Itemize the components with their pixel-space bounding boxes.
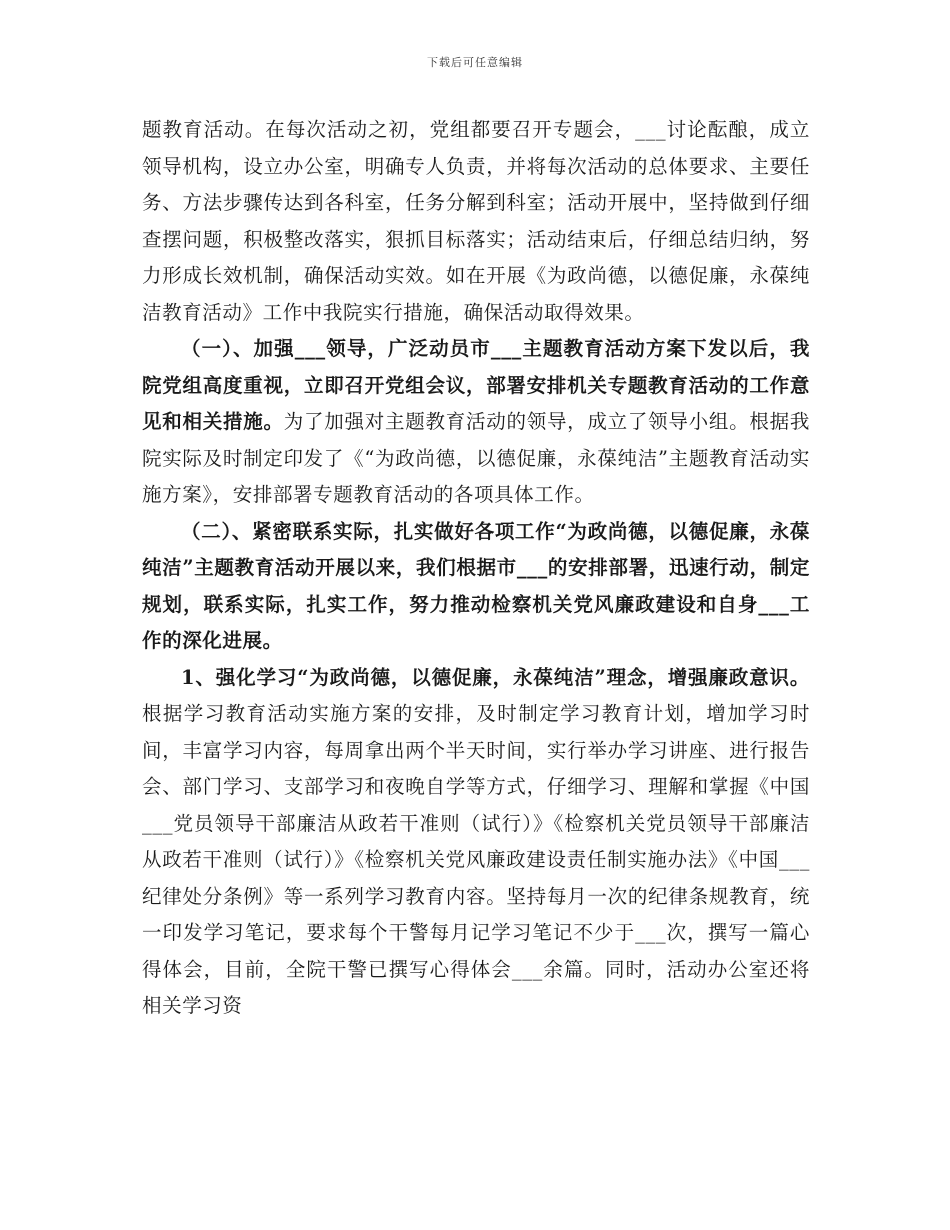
paragraph-4 bbox=[142, 660, 810, 1025]
page-header: 下载后可任意编辑 bbox=[427, 56, 523, 69]
subsection-heading-1: 1、强化学习“为政尚德，以德促廉，永葆纯洁”理念，增强廉政意识。 bbox=[181, 665, 810, 689]
paragraph-3 bbox=[142, 514, 810, 660]
section-heading-1: （一）、加强___领导，广泛动员市___主题教育活动方案下发以后，我院党组高度重视，立即召开党组会议，部署安排机关专题教育活动的工作意见和相关措施。 bbox=[142, 337, 810, 433]
paragraph-2-text: 为了加强对主题教育活动的领导，成立了领导小组。根据我院实际及时制定印发了《“为政尚德，以德促廉，永葆纯洁”主题教育活动实施方案》，安排部署专题教育活动的各项具体工作。 bbox=[142, 410, 810, 506]
document-body bbox=[142, 112, 810, 1025]
paragraph-1-text: 题教育活动。在每次活动之初，党组都要召开专题会，___讨论酝酿，成立领导机构，设立办公室，明确专人负责，并将每次活动的总体要求、主要任务、方法步骤传达到各科室，任务分解到科室；活动开展中，坚持做到仔细查摆问题，积极整改落实，狠抓目标落实；活动结束后，仔细总结归纳，努力形成长效机制，确保活动实效。如在开展《为政尚德，以德促廉，永葆纯洁教育活动》工作中我院实行措施，确保活动取得效果。 bbox=[142, 118, 810, 324]
paragraph-2 bbox=[142, 331, 810, 514]
paragraph-1 bbox=[142, 112, 810, 331]
paragraph-4-text: 根据学习教育活动实施方案的安排，及时制定学习教育计划，增加学习时间，丰富学习内容，每周拿出两个半天时间，实行举办学习讲座、进行报告会、部门学习、支部学习和夜晚自学等方式，仔细学习、理解和掌握《中国___党员领导干部廉洁从政若干准则（试行）》《检察机关党员领导干部廉洁从政若干准则（试行）》《检察机关党风廉政建设责任制实施办法》《中国___纪律处分条例》等一系列学习教育内容。坚持每月一次的纪律条规教育，统一印发学习笔记，要求每个干警每月记学习笔记不少于___次，撰写一篇心得体会，目前，全院干警已撰写心得体会___余篇。同时，活动办公室还将相关学习资 bbox=[142, 702, 810, 1017]
section-heading-2: （二）、紧密联系实际，扎实做好各项工作“为政尚德，以德促廉，永葆纯洁”主题教育活动开展以来，我们根据市___的安排部署，迅速行动，制定规划，联系实际，扎实工作，努力推动检察机关党风廉政建设和自身___工作的深化进展。 bbox=[142, 519, 810, 652]
